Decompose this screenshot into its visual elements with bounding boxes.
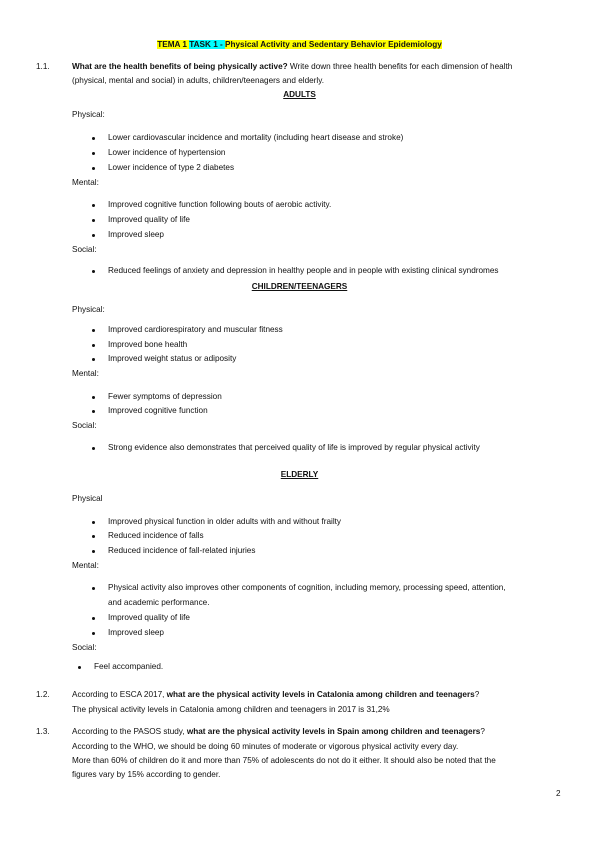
list-item: Lower incidence of type 2 diabetes xyxy=(108,163,235,172)
list-item: Physical activity also improves other components of cognition, including memory, processing speed, attention, xyxy=(108,583,506,592)
list-item: Feel accompanied. xyxy=(94,662,164,671)
answer-1-3-line2: More than 60% of children do it and more than 75% of adolescents do not do it either. It should also be noted that the xyxy=(72,756,496,765)
list-item: Improved quality of life xyxy=(108,215,190,224)
question-1-1 xyxy=(72,62,512,72)
adults-mental-label: Mental: xyxy=(72,178,99,187)
document-title xyxy=(0,40,599,50)
bullet xyxy=(92,447,95,450)
bullet xyxy=(92,167,95,170)
list-item: Improved sleep xyxy=(108,230,164,239)
question-number: 1.1. xyxy=(36,62,50,71)
bullet xyxy=(92,521,95,524)
title-task: TASK 1 - xyxy=(189,40,226,49)
list-item: Improved sleep xyxy=(108,628,164,637)
section-heading-children: CHILDREN/TEENAGERS xyxy=(251,282,348,291)
bullet xyxy=(92,410,95,413)
question-1-1-bold: What are the health benefits of being physically active? xyxy=(72,62,288,71)
children-social-label: Social: xyxy=(72,421,97,430)
bullet xyxy=(92,270,95,273)
bullet xyxy=(92,632,95,635)
list-item: Improved weight status or adiposity xyxy=(108,354,237,363)
list-item: Lower incidence of hypertension xyxy=(108,148,226,157)
title-tema: TEMA 1 xyxy=(157,40,190,49)
list-item: Lower cardiovascular incidence and mortality (including heart disease and stroke) xyxy=(108,133,404,142)
bullet xyxy=(92,344,95,347)
children-mental-label: Mental: xyxy=(72,369,99,378)
list-item: Reduced feelings of anxiety and depression in healthy people and in people with existing clinical syndromes xyxy=(108,266,499,275)
question-1-1-line2: (physical, mental and social) in adults, children/teenagers and elderly. xyxy=(72,76,324,85)
question-1-3-pre: According to the PASOS study, xyxy=(72,727,187,736)
question-number: 1.3. xyxy=(36,727,50,736)
elderly-social-label: Social: xyxy=(72,643,97,652)
bullet xyxy=(92,358,95,361)
bullet xyxy=(78,666,81,669)
bullet xyxy=(92,535,95,538)
list-item-continuation: and academic performance. xyxy=(108,598,210,607)
bullet xyxy=(92,550,95,553)
list-item: Improved physical function in older adults with and without frailty xyxy=(108,517,342,526)
list-item: Improved quality of life xyxy=(108,613,190,622)
list-item: Strong evidence also demonstrates that perceived quality of life is improved by regular physical activity xyxy=(108,443,480,452)
question-1-2-post: ? xyxy=(474,690,480,699)
question-1-1-rest: Write down three health benefits for each dimension of health xyxy=(287,62,513,71)
question-1-2 xyxy=(72,690,479,700)
question-1-3 xyxy=(72,727,485,737)
title-subject: Physical Activity and Sedentary Behavior Epidemiology xyxy=(225,40,442,49)
bullet xyxy=(92,204,95,207)
adults-physical-label: Physical: xyxy=(72,110,105,119)
bullet xyxy=(92,396,95,399)
elderly-physical-label: Physical xyxy=(72,494,103,503)
bullet xyxy=(92,137,95,140)
children-physical-label: Physical: xyxy=(72,305,105,314)
list-item: Reduced incidence of falls xyxy=(108,531,204,540)
elderly-mental-label: Mental: xyxy=(72,561,99,570)
list-item: Improved cognitive function xyxy=(108,406,208,415)
section-heading-adults: ADULTS xyxy=(283,90,316,99)
adults-social-label: Social: xyxy=(72,245,97,254)
list-item: Improved cardiorespiratory and muscular fitness xyxy=(108,325,283,334)
bullet xyxy=(92,219,95,222)
answer-1-3-line1: According to the WHO, we should be doing 60 minutes of moderate or vigorous physical activity every day. xyxy=(72,742,459,751)
bullet xyxy=(92,329,95,332)
bullet xyxy=(92,234,95,237)
question-1-2-bold: what are the physical activity levels in Catalonia among children and teenagers xyxy=(166,690,475,699)
question-1-3-post: ? xyxy=(480,727,485,736)
section-heading-elderly: ELDERLY xyxy=(280,470,319,479)
question-1-3-bold: what are the physical activity levels in Spain among children and teenagers xyxy=(186,727,481,736)
bullet xyxy=(92,587,95,590)
list-item: Fewer symptoms of depression xyxy=(108,392,222,401)
bullet xyxy=(92,617,95,620)
answer-1-3-line3: figures vary by 15% according to gender. xyxy=(72,770,221,779)
answer-1-2: The physical activity levels in Catalonia among children and teenagers in 2017 is 31,2% xyxy=(72,705,390,714)
question-number: 1.2. xyxy=(36,690,50,699)
list-item: Improved cognitive function following bouts of aerobic activity. xyxy=(108,200,332,209)
list-item: Reduced incidence of fall-related injuries xyxy=(108,546,256,555)
bullet xyxy=(92,152,95,155)
question-1-2-pre: According to ESCA 2017, xyxy=(72,690,167,699)
list-item: Improved bone health xyxy=(108,340,188,349)
page-number: 2 xyxy=(556,789,561,798)
